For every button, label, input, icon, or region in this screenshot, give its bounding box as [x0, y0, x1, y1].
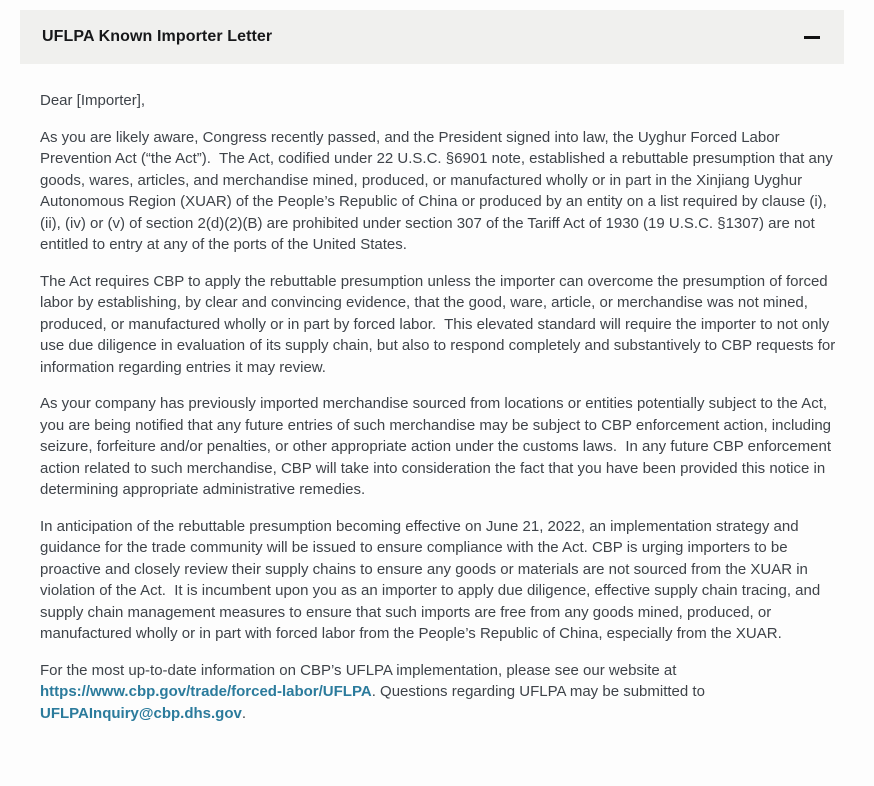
uflpa-website-link[interactable]: https://www.cbp.gov/trade/forced-labor/UFLPA [40, 683, 372, 700]
closing-paragraph [40, 660, 836, 725]
paragraph-4: In anticipation of the rebuttable presumption becoming effective on June 21, 2022, an implementation strategy and guidance for the trade community will be issued to ensure compliance with the Act. CBP is urging importers to be proactive and closely review their supply chains to ensure any goods or materials are not sourced from the XUAR in violation of the Act. It is incumbent upon you as an importer to apply due diligence, effective supply chain tracing, and supply chain management measures to ensure that such imports are free from any goods mined, produced, or manufactured wholly or in part with forced labor from the People’s Republic of China, especially from the XUAR. [40, 517, 825, 642]
closing-middle-text: . Questions regarding UFLPA may be submitted to [371, 683, 710, 700]
letter-body [40, 90, 840, 724]
accordion-header[interactable] [20, 10, 844, 64]
closing-end-text: . [241, 704, 247, 722]
uflpa-email-link[interactable]: UFLPAInquiry@cbp.dhs.gov [40, 704, 242, 722]
panel-title: UFLPA Known Importer Letter [42, 28, 273, 45]
collapse-button[interactable] [802, 30, 822, 45]
closing-intro-text: For the most up-to-date information on CBP’s UFLPA implementation, please see our website at [40, 661, 681, 679]
paragraph-1: As you are likely aware, Congress recently passed, and the President signed into law, the Uyghur Forced Labor Prevention Act (“the Act”). The Act, codified under 22 U.S.C. §6901 note, established a rebuttable presumption that any goods, wares, articles, and merchandise mined, produced, or manufactured wholly or in part in the Xinjiang Uyghur Autonomous Region (XUAR) of the People’s Republic of China or produced by an entity on a list required by clause (i), (ii), (iv) or (v) of section 2(d)(2)(B) are prohibited under section 307 of the Tariff Act of 1930 (19 U.S.C. §1307) are not entitled to entry at any of the ports of the United States. [40, 128, 837, 253]
salutation: Dear [Importer], [40, 92, 146, 109]
minus-icon [804, 36, 820, 39]
paragraph-3: As your company has previously imported merchandise sourced from locations or entities potentially subject to the Act, you are being notified that any future entries of such merchandise may be subject to CBP enforcement action, including seizure, forfeiture and/or penalties, or other appropriate action under the customs laws. In any future CBP enforcement action related to such merchandise, CBP will take into consideration the fact that you have been provided this notice in determining appropriate administrative remedies. [40, 395, 836, 498]
paragraph-2: The Act requires CBP to apply the rebuttable presumption unless the importer can overcome the presumption of forced labor by establishing, by clear and convincing evidence, that the good, ware, article, or merchandise was not mined, produced, or manufactured wholly or in part by forced labor. This elevated standard will require the importer to not only use due diligence in evaluation of its supply chain, but also to respond completely and substantively to CBP requests for information regarding entries it may review. [40, 272, 840, 376]
